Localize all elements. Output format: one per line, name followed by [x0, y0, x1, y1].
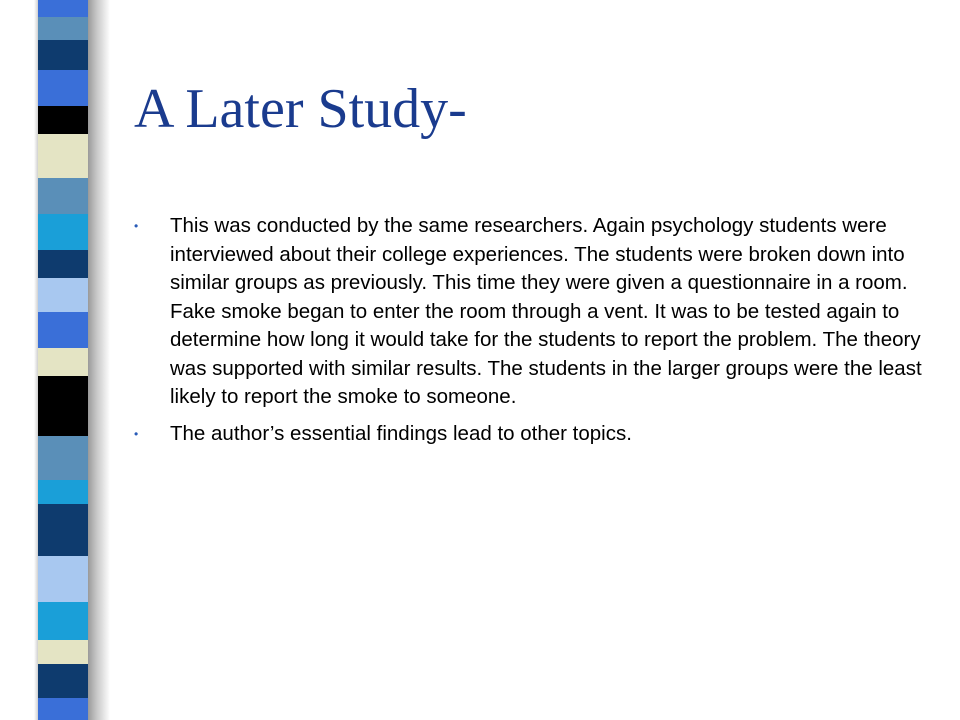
stripe-shadow — [88, 0, 110, 720]
stripe-block — [38, 40, 88, 70]
bullet-dot-icon: • — [134, 426, 139, 441]
stripe-block — [38, 17, 88, 40]
bullet-item — [134, 420, 934, 449]
bullet-text: This was conducted by the same researchers. Again psychology students were interviewed about their college experiences. The students were broken down into similar groups as previously. This time they were given a questionnaire in a room. Fake smoke began to enter the room through a vent. It was to be tested again to determine how long it would take for the students to report the problem. The theory was supported with similar results. The students in the larger groups were the least likely to report the smoke to someone. — [170, 214, 922, 408]
bullet-text: The author’s essential findings lead to other topics. — [170, 421, 632, 445]
bullet-list — [134, 212, 934, 456]
stripe-block — [38, 376, 88, 436]
stripe-block — [38, 556, 88, 602]
stripe-block — [38, 602, 88, 640]
stripe-block — [38, 214, 88, 250]
slide-title: A Later Study- — [134, 78, 467, 140]
bullet-dot-icon: • — [134, 219, 139, 233]
stripe-block — [38, 250, 88, 278]
decorative-stripe-bar — [38, 0, 88, 720]
bullet-item — [134, 212, 934, 412]
stripe-block — [38, 178, 88, 214]
stripe-block — [38, 480, 88, 504]
stripe-block — [38, 504, 88, 556]
stripe-block — [38, 698, 88, 720]
stripe-block — [38, 436, 88, 480]
stripe-block — [38, 348, 88, 376]
stripe-block — [38, 70, 88, 106]
stripe-block — [38, 106, 88, 134]
stripe-block — [38, 664, 88, 698]
stripe-block — [38, 134, 88, 178]
stripe-block — [38, 312, 88, 348]
stripe-block — [38, 640, 88, 664]
stripe-block — [38, 278, 88, 312]
stripe-block — [38, 0, 88, 17]
